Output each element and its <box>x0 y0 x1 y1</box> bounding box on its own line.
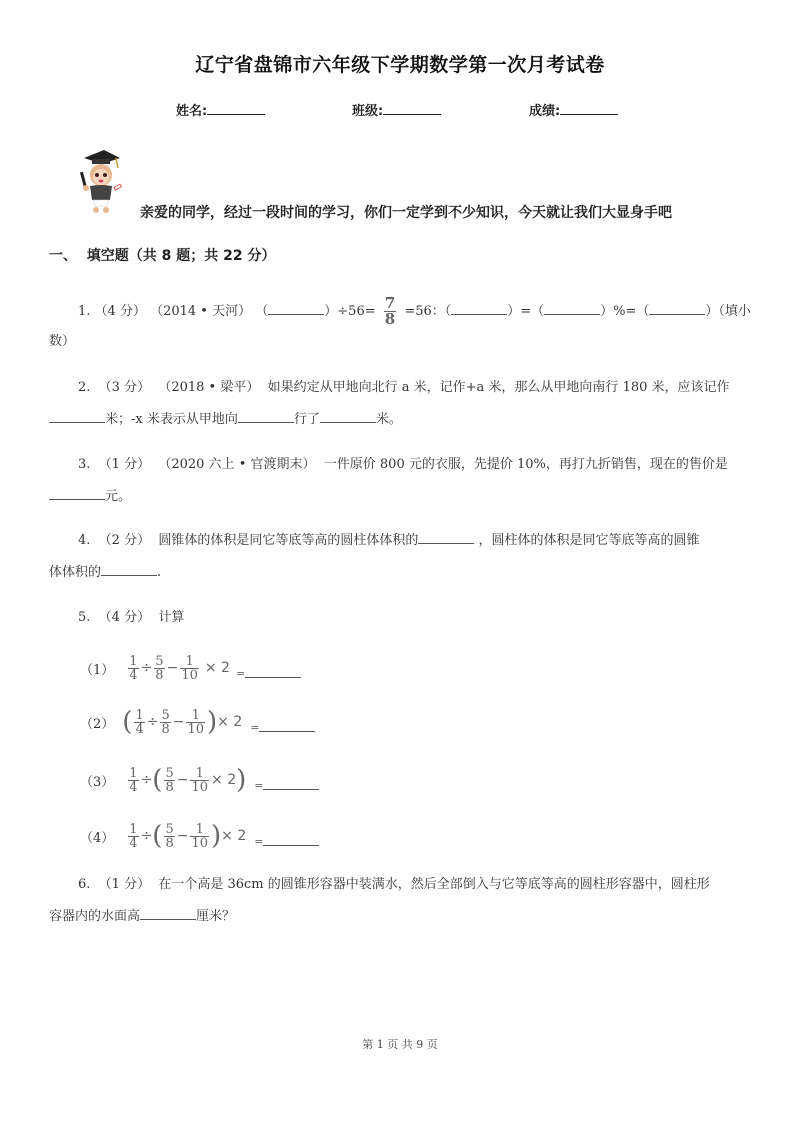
frac-num: 5 <box>155 653 164 669</box>
fraction-1-10 <box>190 823 209 850</box>
section-title: 填空题（共 8 题；共 22 分） <box>86 248 276 264</box>
q2-text-3: 行了 <box>293 412 320 427</box>
right-paren: ) <box>207 707 218 737</box>
q2-blank-2[interactable] <box>238 410 294 423</box>
fraction-1-4 <box>128 767 138 794</box>
q4-text-2: ，圆柱体的体积是同它等底等高的圆锥 <box>478 533 700 548</box>
q1-text-f: ）（填小 <box>705 304 751 319</box>
q2-text-2: 米；-x 米表示从甲地向 <box>105 412 238 427</box>
section-heading <box>49 245 275 265</box>
q2-text-1: 如果约定从甲地向北行 a 米，记作+a 米，那么从甲地向南行 180 米，应该记作 <box>267 380 730 395</box>
q3-source: （2020 六上 • 官渡期末） <box>158 457 316 472</box>
q4-text-1: 圆锥体的体积是同它等底等高的圆柱体体积的 <box>158 533 419 548</box>
page-footer: 第 1 页 共 9 页 <box>362 1038 438 1051</box>
q5-item-4 <box>80 816 319 856</box>
minus-sign: − <box>166 660 179 676</box>
q1-blank-4[interactable] <box>649 302 705 315</box>
q1-text-c: =56：（ <box>404 304 452 319</box>
fraction-1-4 <box>134 709 144 736</box>
q1-text-d: ）=（ <box>507 304 545 319</box>
q4-text-3: 体体积的 <box>49 565 102 580</box>
q2-number: 2. <box>78 380 91 395</box>
q1-blank-2[interactable] <box>451 302 507 315</box>
graduate-monkey-icon <box>76 148 126 214</box>
q2-score: （3 分） <box>98 380 151 395</box>
q6-blank[interactable] <box>140 907 196 920</box>
q4-line-2 <box>49 561 161 580</box>
section-number: 一、 <box>49 248 77 264</box>
q5-item-3-label: （3） <box>80 774 115 790</box>
q4-blank-1[interactable] <box>418 531 474 544</box>
q5-item-3 <box>80 760 319 800</box>
q5-text: 计算 <box>158 610 185 625</box>
score-label: 成绩: <box>529 104 561 119</box>
q6-text-2: 容器内的水面高 <box>49 909 141 924</box>
q4-text-4: . <box>157 565 162 580</box>
frac-den: 10 <box>187 721 205 737</box>
frac-num: 1 <box>129 765 138 781</box>
q3-score: （1 分） <box>98 457 151 472</box>
equals-sign: = <box>250 721 260 734</box>
class-blank[interactable] <box>383 102 441 115</box>
q1-blank-1[interactable] <box>268 302 324 315</box>
name-field[interactable] <box>176 100 265 119</box>
q4-score: （2 分） <box>98 533 151 548</box>
q3-number: 3. <box>78 457 91 472</box>
equals-sign: = <box>254 835 264 848</box>
frac-den: 4 <box>129 835 138 851</box>
q2-blank-1[interactable] <box>49 410 105 423</box>
frac-den: 4 <box>135 721 144 737</box>
frac-den: 8 <box>165 779 174 795</box>
q3-line-2 <box>49 485 131 504</box>
q5-item-4-blank[interactable] <box>263 833 319 846</box>
frac-num: 1 <box>195 765 204 781</box>
fraction-1-4 <box>128 655 138 682</box>
left-paren: ( <box>122 707 133 737</box>
frac-num: 1 <box>191 707 200 723</box>
name-label: 姓名: <box>176 104 208 119</box>
score-field[interactable] <box>529 100 618 119</box>
q3-text-2: 元。 <box>105 489 132 504</box>
question-2 <box>78 376 730 395</box>
q1-frac-num: 7 <box>384 294 396 312</box>
fraction-1-10 <box>180 655 199 682</box>
times-two: × 2 <box>204 660 230 676</box>
q6-score: （1 分） <box>98 877 151 892</box>
fraction-1-10 <box>190 767 209 794</box>
divide-sign: ÷ <box>140 828 153 844</box>
q1-number: 1. <box>78 304 91 319</box>
q5-number: 5. <box>78 610 91 625</box>
q5-item-2-blank[interactable] <box>259 719 315 732</box>
q1-text-e: ）%=（ <box>600 304 650 319</box>
frac-num: 5 <box>161 707 170 723</box>
left-paren: ( <box>152 765 163 795</box>
fraction-1-4 <box>128 823 138 850</box>
q5-item-1-label: （1） <box>80 662 115 678</box>
frac-den: 8 <box>165 835 174 851</box>
q1-frac-den: 8 <box>384 310 396 328</box>
frac-num: 1 <box>135 707 144 723</box>
left-paren: ( <box>152 821 163 851</box>
q5-item-2 <box>80 702 315 742</box>
q1-source: （2014 • 天河） <box>150 304 252 319</box>
frac-num: 1 <box>185 653 194 669</box>
question-6 <box>78 873 710 892</box>
equals-sign: = <box>254 779 264 792</box>
question-1 <box>78 296 751 327</box>
minus-sign: − <box>176 828 189 844</box>
question-3 <box>78 453 728 472</box>
q4-number: 4. <box>78 533 91 548</box>
q6-text-3: 厘米？ <box>196 909 236 924</box>
q1-blank-3[interactable] <box>544 302 600 315</box>
class-field[interactable] <box>352 100 441 119</box>
q1-line-2: 数） <box>49 334 76 349</box>
q5-item-1 <box>80 648 301 688</box>
divide-sign: ÷ <box>140 660 153 676</box>
frac-num: 5 <box>165 821 174 837</box>
times-two: × 2 <box>211 772 237 788</box>
class-label: 班级: <box>352 104 384 119</box>
minus-sign: − <box>172 714 185 730</box>
q5-item-4-label: （4） <box>80 830 115 846</box>
q1-text-a: （ <box>255 304 269 319</box>
fraction-5-8 <box>160 709 170 736</box>
q2-blank-3[interactable] <box>320 410 376 423</box>
frac-num: 1 <box>129 653 138 669</box>
q6-number: 6. <box>78 877 91 892</box>
fraction-5-8 <box>164 823 174 850</box>
frac-num: 5 <box>165 765 174 781</box>
frac-den: 4 <box>129 779 138 795</box>
q2-source: （2018 • 梁平） <box>158 380 260 395</box>
q1-score: （4 分） <box>94 304 146 319</box>
fraction-5-8 <box>154 655 164 682</box>
frac-den: 4 <box>129 667 138 683</box>
greeting-text: 亲爱的同学，经过一段时间的学习，你们一定学到不少知识，今天就让我们大显身手吧 <box>140 205 672 221</box>
q5-item-1-blank[interactable] <box>245 665 301 678</box>
frac-num: 1 <box>195 821 204 837</box>
name-blank[interactable] <box>207 102 265 115</box>
q5-score: （4 分） <box>98 610 151 625</box>
q5-item-3-blank[interactable] <box>263 777 319 790</box>
q4-blank-2[interactable] <box>101 563 157 576</box>
frac-den: 8 <box>161 721 170 737</box>
q1-text-b: ）÷56= <box>324 304 376 319</box>
times-two: × 2 <box>221 828 247 844</box>
q6-line-2 <box>49 905 235 924</box>
exam-title: 辽宁省盘锦市六年级下学期数学第一次月考试卷 <box>195 54 605 76</box>
question-4 <box>78 529 700 548</box>
fraction-5-8 <box>164 767 174 794</box>
frac-den: 8 <box>155 667 164 683</box>
times-two: × 2 <box>217 714 243 730</box>
equals-sign: = <box>235 667 246 680</box>
right-paren: ) <box>236 765 247 795</box>
question-5 <box>78 606 184 625</box>
q6-text-1: 在一个高是 36cm 的圆锥形容器中装满水，然后全部倒入与它等底等高的圆柱形容器中，圆柱形 <box>158 877 710 892</box>
frac-den: 10 <box>181 667 198 683</box>
q2-text-4: 米。 <box>375 412 402 427</box>
score-blank[interactable] <box>560 102 618 115</box>
q2-line-2 <box>49 408 402 427</box>
q1-fraction <box>382 296 398 327</box>
right-paren: ) <box>211 821 222 851</box>
frac-den: 10 <box>191 779 209 795</box>
frac-num: 1 <box>129 821 138 837</box>
q3-text-1: 一件原价 800 元的衣服，先提价 10%，再打九折销售，现在的售价是 <box>323 457 728 472</box>
divide-sign: ÷ <box>146 714 159 730</box>
q5-item-2-label: （2） <box>80 716 115 732</box>
frac-den: 10 <box>191 835 209 851</box>
minus-sign: − <box>176 772 189 788</box>
q3-blank[interactable] <box>49 487 105 500</box>
fraction-1-10 <box>186 709 205 736</box>
divide-sign: ÷ <box>140 772 153 788</box>
